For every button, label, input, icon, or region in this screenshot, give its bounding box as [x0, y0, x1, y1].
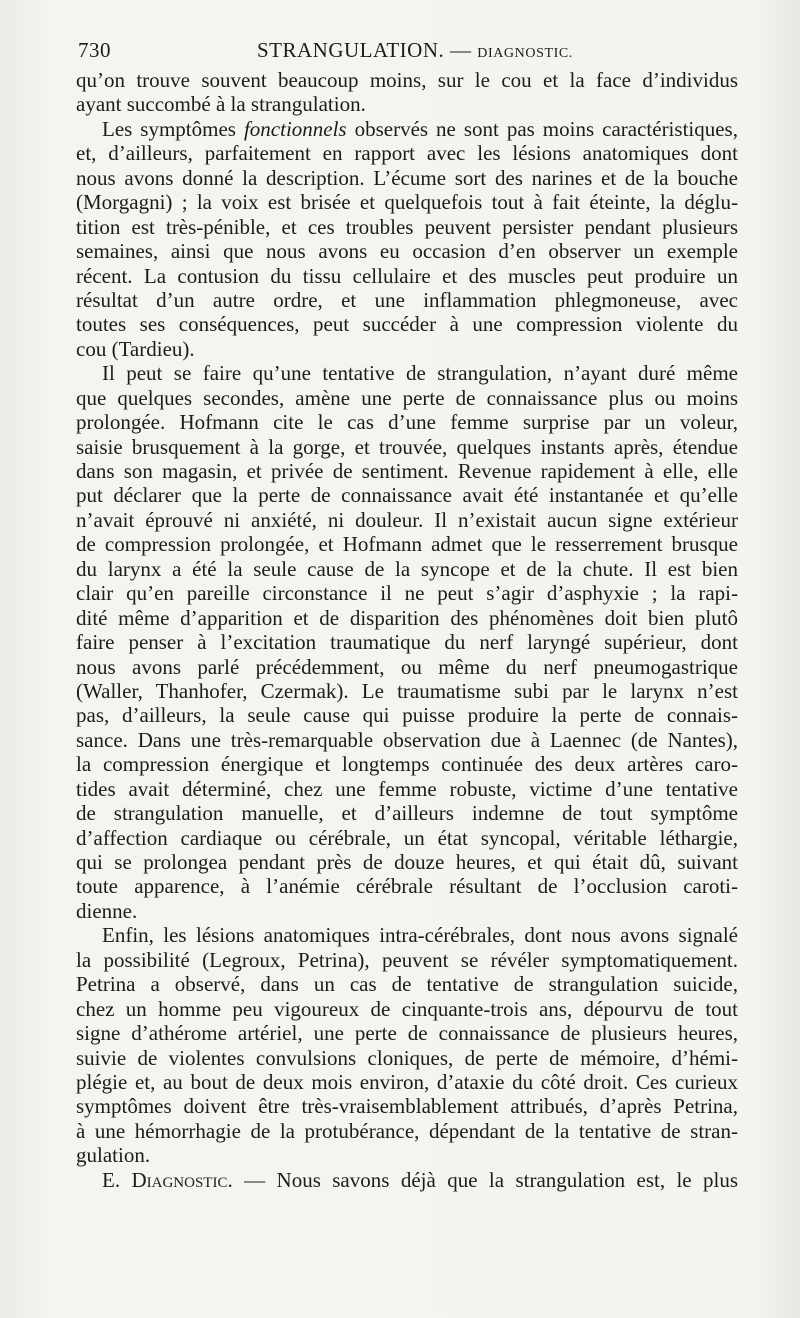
text-line: clair qu’en pareille circonstance il ne peut s’agir d’asphyxie ; la rapi-	[76, 581, 738, 606]
text-line: toute apparence, à l’anémie cérébrale résultant de l’occlusion caroti-	[76, 874, 738, 899]
text-line: sance. Dans une très-remarquable observation due à Laennec (de Nantes),	[76, 727, 738, 752]
text-line: toutes ses conséquences, peut succéder à une compression violente du	[76, 312, 738, 337]
section-line-text: Nous savons déjà que la strangulation est, le plus	[276, 1167, 739, 1192]
text-line: suivie de violentes convulsions cloniques, de perte de mémoire, d’hémi-	[76, 1045, 738, 1070]
text-line: dienne.	[76, 898, 138, 923]
text-line: plégie et, au bout de deux mois environ, d’ataxie du côté droit. Ces curieux	[76, 1069, 738, 1094]
text-line: à une hémorrhagie de la protubérance, dépendant de la tentative de stran-	[76, 1118, 738, 1143]
text-line: ayant succombé à la strangulation.	[76, 92, 366, 117]
text-line: de compression prolongée, et Hofmann admet que le resserrement brusque	[76, 532, 738, 557]
text-line: (Waller, Thanhofer, Czermak). Le traumatisme subi par le larynx n’est	[76, 678, 738, 703]
page-number: 730	[78, 38, 111, 62]
text-line: Enfin, les lésions anatomiques intra-cérébrales, dont nous avons signalé	[102, 923, 738, 948]
running-title	[257, 38, 573, 63]
text-line: la compression énergique et longtemps continuée des deux artères caro-	[76, 752, 738, 777]
text-line: d’affection cardiaque ou cérébrale, un état syncopal, véritable léthargie,	[76, 825, 738, 850]
text-line: prolongée. Hofmann cite le cas d’une femme surprise par un voleur,	[76, 410, 738, 435]
text-line: symptômes doivent être très-vraisemblablement attribués, d’après Petrina,	[76, 1094, 738, 1119]
text-line-fonctionnels	[76, 117, 738, 141]
text-line: du larynx a été la seule cause de la syncope et de la chute. Il est bien	[76, 556, 738, 581]
text-line: tition est très-pénible, et ces troubles peuvent persister pendant plusieurs	[76, 214, 738, 239]
text-line: signe d’athérome artériel, une perte de connaissance de plusieurs heures,	[76, 1021, 738, 1046]
text-line: la possibilité (Legroux, Petrina), peuvent se révéler symptomatiquement.	[76, 947, 738, 972]
text-line: (Morgagni) ; la voix est brisée et quelquefois tout à fait éteinte, la déglu-	[76, 190, 738, 215]
text-line: tides avait déterminé, chez une femme robuste, victime d’une tentative	[76, 776, 738, 801]
running-title-text: STRANGULATION.	[257, 38, 445, 62]
text-line: récent. La contusion du tissu cellulaire et des muscles peut produire un	[76, 263, 738, 288]
text-line: n’avait éprouvé ni anxiété, ni douleur. Il n’existait aucun signe extérieur	[76, 507, 738, 532]
page-body	[76, 68, 738, 1192]
text-line: pas, d’ailleurs, la seule cause qui puisse produire la perte de connais-	[76, 703, 738, 728]
text-line: semaines, ainsi que nous avons eu occasion d’en observer un exemple	[76, 239, 738, 264]
text-line: saisie brusquement à la gorge, et trouvée, quelques instants après, étendue	[76, 434, 738, 459]
text-line: qui se prolongea pendant près de douze heures, et qui était dû, suivant	[76, 850, 738, 874]
running-section: DIAGNOSTIC.	[477, 46, 573, 61]
text-line: nous avons donné la description. L’écume sort des narines et de la bouche	[76, 165, 738, 190]
text-line: chez un homme peu vigoureux de cinquante-trois ans, dépourvu de tout	[76, 996, 738, 1021]
text-line: qu’on trouve souvent beaucoup moins, sur le cou et la face d’individus	[76, 68, 738, 92]
text-line: nous avons parlé précédemment, ou même du nerf pneumogastrique	[76, 654, 738, 679]
text-line: faire penser à l’excitation traumatique du nerf laryngé supérieur, dont	[76, 630, 738, 655]
text-line: dans son magasin, et privée de sentiment. Revenue rapidement à elle, elle	[76, 459, 738, 483]
section-heading-line	[76, 1168, 738, 1192]
header-dash: —	[450, 38, 472, 62]
section-dash: —	[244, 1167, 266, 1192]
text-line: put déclarer que la perte de connaissance avait été instantanée et qu’elle	[76, 483, 738, 508]
text-line: que quelques secondes, amène une perte de connaissance plus ou moins	[76, 385, 738, 410]
text-line: de strangulation manuelle, et d’ailleurs indemne de tout symptôme	[76, 801, 738, 826]
section-label-diagnostic: E. Diagnostic.	[102, 1167, 233, 1192]
running-header	[74, 38, 738, 64]
italic-word: fonctionnels	[243, 116, 347, 141]
text-line: Petrina a observé, dans un cas de tentative de strangulation suicide,	[76, 972, 738, 997]
text-line: Les symptômes fonctionnels observés ne sont pas moins caractéristiques,	[102, 116, 738, 141]
text-line: Il peut se faire qu’une tentative de strangulation, n’ayant duré même	[102, 361, 738, 386]
text-line: gulation.	[76, 1143, 151, 1168]
text-line: et, d’ailleurs, parfaitement en rapport avec les lésions anatomiques dont	[76, 141, 738, 166]
text-line: cou (Tardieu).	[76, 336, 195, 361]
text-line: dité même d’apparition et de disparition des phénomènes doit bien plutô	[76, 605, 738, 630]
text-line: résultat d’un autre ordre, et une inflammation phlegmoneuse, avec	[76, 287, 738, 312]
